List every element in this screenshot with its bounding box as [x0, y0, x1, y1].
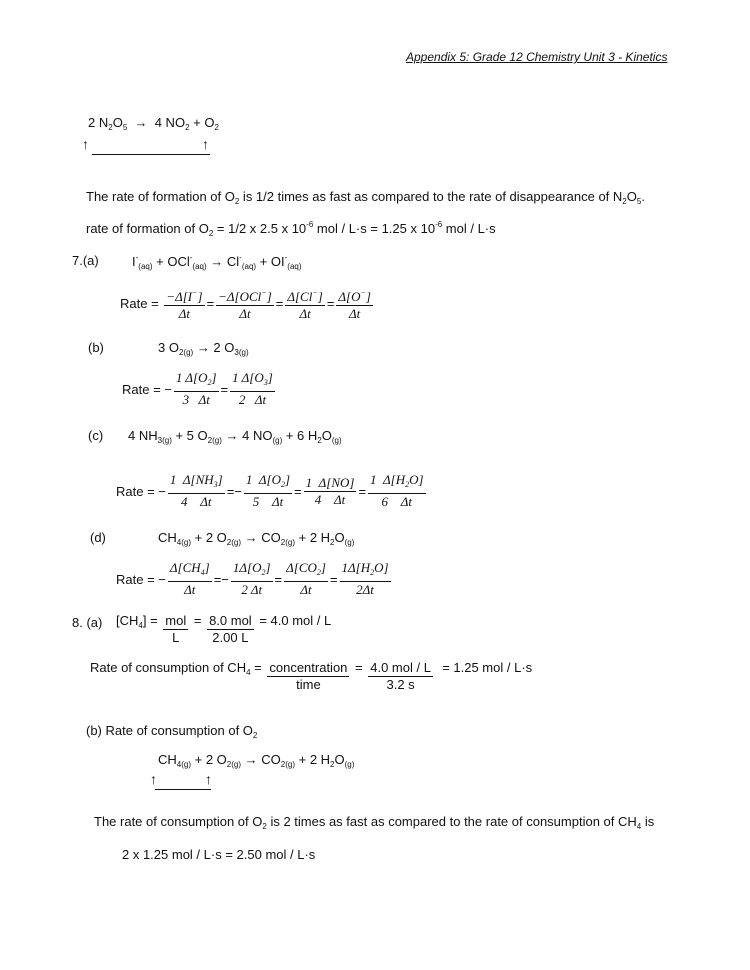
text-consumption-ratio: The rate of consumption of $O_2$ is 2 times as fast as compared to the rate of consumption of $CH_4$ is — [94, 814, 655, 831]
arrow-up-icon: ↑ — [150, 771, 157, 787]
page-header: Appendix 5: Grade 12 Chemistry Unit 3 - Kinetics — [406, 50, 668, 64]
text-rate-formation: The rate of formation of $O_2$ is 1/2 times as fast as compared to the rate of disappearance of $N_2O_5$. — [86, 189, 645, 206]
q8a-rate-consumption: Rate of consumption of $CH_4$ = $\frac{\text{concentration}}{\text{time}}$ = $\frac{\text{4.0 mol / L}}{3.2 s}$ = 1.25 mol / L·s — [90, 660, 533, 692]
q7b-equation: 3 $O_{2(g)} \to 2$ $O_{3(g)}$ — [158, 340, 249, 357]
q7a-rate-expression: Rate = $\frac{-\Delta[I^-]}{\Delta t}$ = $\frac{-\Delta[OCl^-]}{\Delta t}$ = $\frac{\Delta[Cl^-]}{\Delta t}$ = $\frac{\Delta[O^-]}{\Delta t}$ — [120, 285, 375, 322]
arrow-up-icon: ↑ — [82, 136, 89, 152]
q8b-equation: $CH_{4(g)} + 2$ $O_{2(g)} \to CO_{2(g)} + 2$ $H_2O_{(g)}$ — [158, 752, 355, 769]
connector-line — [155, 789, 211, 790]
q8a-label: 8. (a) — [72, 615, 103, 630]
q7d-rate-expression: Rate = − $\frac{\Delta[CH_4]}{\Delta t}$ =− $\frac{1\Delta[O_2]}{2 \Delta t}$ = $\frac{\Delta[CO_2]}{\Delta t}$ = $\frac{1\Delta[H_2O]}{2\Delta t}$ — [116, 560, 389, 597]
arrow-up-icon: ↑ — [202, 136, 209, 152]
arrow-up-icon: ↑ — [205, 771, 212, 787]
q7c-rate-expression: Rate = − $\frac{1 \Delta[NH_3]}{4 \Delta t}$ =− $\frac{1 \Delta[O_2]}{5 \Delta t}$ = $\frac{1 \Delta[NO]}{4 \Delta t}$ = $\frac{1 \Delta[H_2O]}{6 \Delta t}$ — [116, 472, 424, 509]
connector-line — [92, 154, 210, 155]
q7b-rate-expression: Rate = − $\frac{1 \Delta[O_2]}{3 \Delta t}$ = $\frac{1 \Delta[O_3]}{2 \Delta t}$ — [122, 370, 273, 407]
equation-n2o5: 2 $N_2O_5 \to 4$ $NO_2 + O_2$ — [88, 115, 219, 132]
q7a-equation: $I^-_{(aq)} + OCl^-_{(aq)} \to Cl^-_{(aq)} + OI^-_{(aq)}$ — [132, 253, 302, 271]
q7d-label: (d) — [90, 530, 106, 545]
q7d-equation: $CH_{4(g)} + 2$ $O_{2(g)} \to CO_{2(g)} + 2$ $H_2O_{(g)}$ — [158, 530, 355, 547]
q7a-label: 7.(a) — [72, 253, 99, 268]
q7c-label: (c) — [88, 428, 104, 443]
q7c-equation: 4 $NH_{3(g)} + 5$ $O_{2(g)} \to 4$ $NO_{(g)} + 6$ $H_2O_{(g)}$ — [128, 428, 342, 445]
q8a-concentration: $[CH_4]$ = $\frac{\text{mol}}{L}$ = $\frac{\text{8.0 mol}}{2.00 L}$ = 4.0 mol / L — [116, 613, 332, 645]
q8b-label: (b) Rate of consumption of $O_2$ — [86, 723, 258, 740]
text-rate-calc: rate of formation of $O_2 = 1/2$ x 2.5 x $10^{-6}$ mol / L·s = 1.25 x $10^{-6}$ mol / L·s — [86, 220, 496, 238]
q7b-label: (b) — [88, 340, 104, 355]
text-final-calc: 2 x 1.25 mol / L·s = 2.50 mol / L·s — [122, 847, 316, 862]
